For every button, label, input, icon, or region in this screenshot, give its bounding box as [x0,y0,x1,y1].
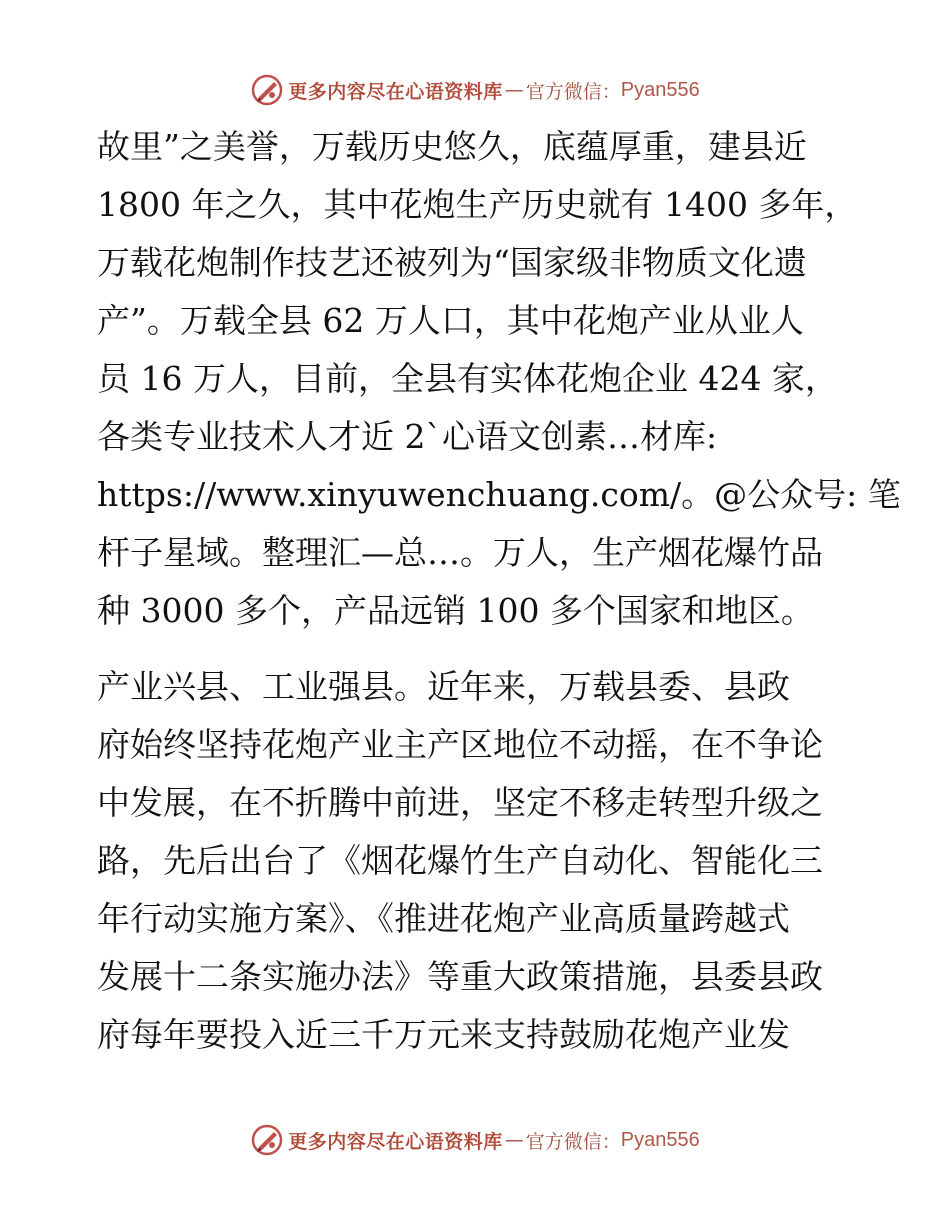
paragraph-1 [97,118,901,640]
text-line: 各类专业技术人才近 2`心语文创素…材库: [97,417,718,456]
logo-icon [250,73,284,107]
text-line: 员 16 万人，目前，全县有实体花炮企业 424 家， [97,359,838,398]
header-separator: — [504,79,524,101]
footer-banner [0,1120,950,1160]
text-line: 产”。万载全县 62 万人口，其中花炮产业从业人 [97,301,804,340]
text-line: 1800 年之久，其中花炮生产历史就有 1400 多年， [97,185,858,224]
text-line: 杆子星域。整理汇—总…。万人，生产烟花爆竹品 [97,533,823,572]
text-line: https://www.xinyuwenchuang.com/。@公众号: 笔 [97,475,901,514]
document-body [97,118,901,1064]
footer-brand-text: 更多内容尽在心语资料库 [288,1130,503,1153]
text-line: 产业兴县、工业强县。近年来，万载县委、县政 [97,667,790,706]
text-line: 中发展，在不折腾中前进，坚定不移走转型升级之 [97,783,823,822]
logo-icon [250,1123,284,1157]
header-official-label: 官方微信： [525,80,621,103]
text-line: 路，先后出台了《烟花爆竹生产自动化、智能化三 [97,841,823,880]
header-banner [0,70,950,110]
text-line: 年行动实施方案》、《推进花炮产业高质量跨越式 [97,899,790,938]
footer-separator: — [504,1129,524,1151]
text-line: 万载花炮制作技艺还被列为“国家级非物质文化遗 [97,243,807,282]
header-brand-text: 更多内容尽在心语资料库 [288,80,503,103]
header-wechat-id: Pyan556 [620,78,700,101]
footer-official-label: 官方微信： [525,1130,621,1153]
footer-wechat-id: Pyan556 [620,1128,700,1151]
text-line: 发展十二条实施办法》等重大政策措施，县委县政 [97,957,823,996]
text-line: 种 3000 多个，产品远销 100 多个国家和地区。 [97,591,814,630]
text-line: 故里”之美誉，万载历史悠久，底蕴厚重，建县近 [97,127,807,166]
text-line: 府每年要投入近三千万元来支持鼓励花炮产业发 [97,1015,790,1054]
paragraph-gap [97,640,857,658]
text-line: 府始终坚持花炮产业主产区地位不动摇，在不争论 [97,725,823,764]
paragraph-2 [97,658,857,1064]
